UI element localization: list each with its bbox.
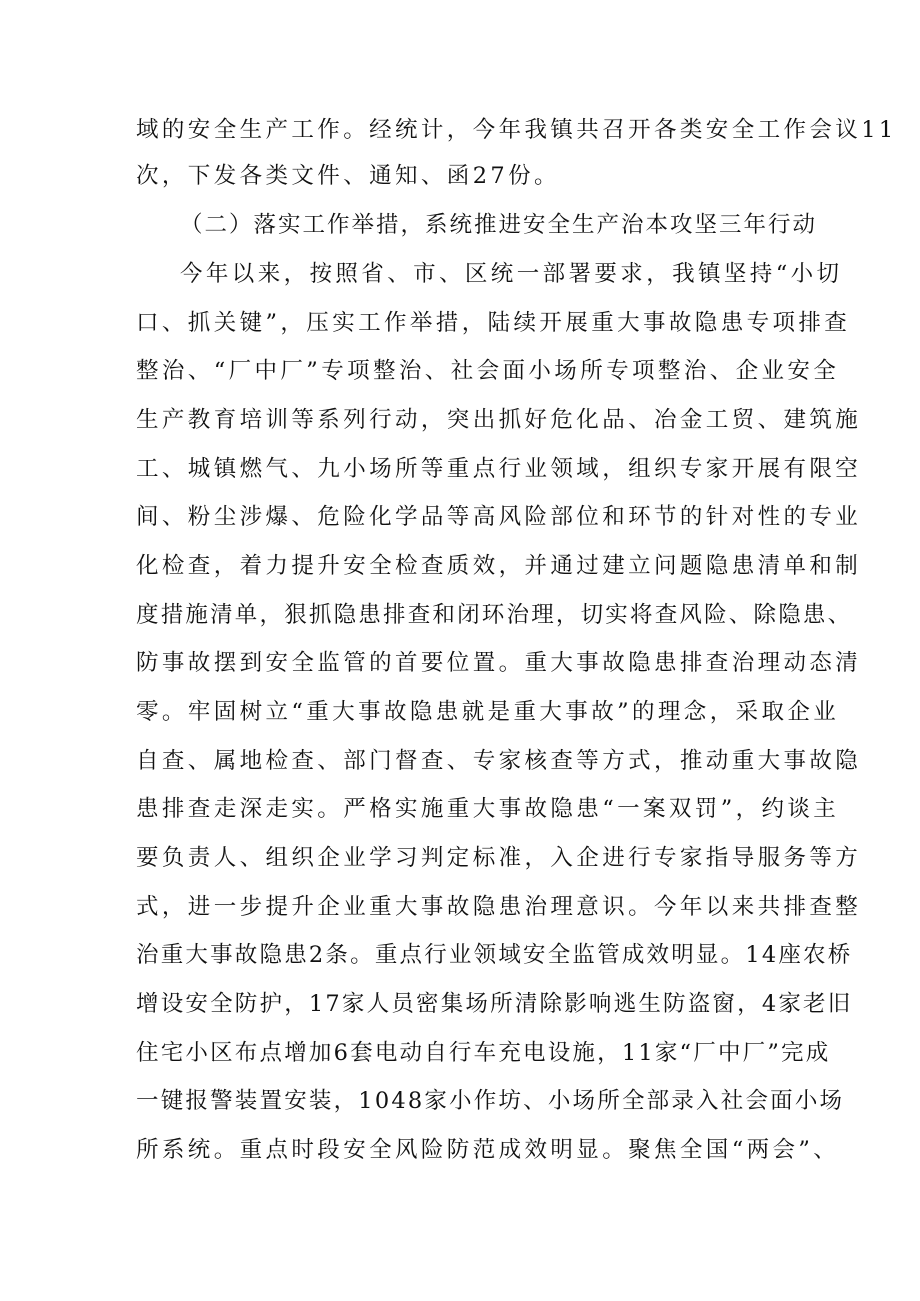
paragraph-line: 零。牢固树立“重大事故隐患就是重大事故”的理念，采取企业 [136, 699, 840, 725]
paragraph-line: 自查、属地检查、部门督查、专家核查等方式，推动重大事故隐 [136, 748, 862, 774]
paragraph-line: 次，下发各类文件、通知、函27份。 [136, 163, 560, 189]
paragraph-line: 住宅小区布点增加6套电动自行车充电设施，11家“厂中厂”完成 [136, 1040, 831, 1066]
paragraph-line: 间、粉尘涉爆、危险化学品等高风险部位和环节的针对性的专业 [136, 504, 862, 530]
paragraph-line: 整治、“厂中厂”专项整治、社会面小场所专项整治、企业安全 [136, 358, 840, 384]
paragraph-line: 所系统。重点时段安全风险防范成效明显。聚焦全国“两会”、 [136, 1137, 840, 1163]
paragraph-line: 生产教育培训等系列行动，突出抓好危化品、冶金工贸、建筑施 [136, 407, 862, 433]
paragraph-line: 治重大事故隐患2条。重点行业领域安全监管成效明显。14座农桥 [136, 942, 853, 968]
paragraph-line: 式，进一步提升企业重大事故隐患治理意识。今年以来共排查整 [136, 894, 862, 920]
paragraph-line: 口、抓关键”，压实工作举措，陆续开展重大事故隐患专项排查 [136, 310, 851, 336]
paragraph-line: 患排查走深走实。严格实施重大事故隐患“一案双罚”，约谈主 [136, 796, 840, 822]
paragraph-line: 度措施清单，狠抓隐患排查和闭环治理，切实将查风险、除隐患、 [136, 602, 853, 628]
paragraph-line: 今年以来，按照省、市、区统一部署要求，我镇坚持“小切 [180, 261, 843, 287]
paragraph-line: 一键报警装置安装，1048家小作坊、小场所全部录入社会面小场 [136, 1088, 845, 1114]
paragraph-line: 要负责人、组织企业学习判定标准，入企进行专家指导服务等方 [136, 845, 862, 871]
paragraph-line: 域的安全生产工作。经统计，今年我镇共召开各类安全工作会议11 [136, 117, 897, 143]
paragraph-line: 增设安全防护，17家人员密集场所清除影响逃生防盗窗，4家老旧 [136, 991, 853, 1017]
paragraph-line: 防事故摆到安全监管的首要位置。重大事故隐患排查治理动态清 [136, 650, 862, 676]
section-heading: （二）落实工作举措，系统推进安全生产治本攻坚三年行动 [180, 212, 818, 238]
paragraph-line: 化检查，着力提升安全检查质效，并通过建立问题隐患清单和制 [136, 553, 862, 579]
paragraph-line: 工、城镇燃气、九小场所等重点行业领域，组织专家开展有限空 [136, 456, 862, 482]
